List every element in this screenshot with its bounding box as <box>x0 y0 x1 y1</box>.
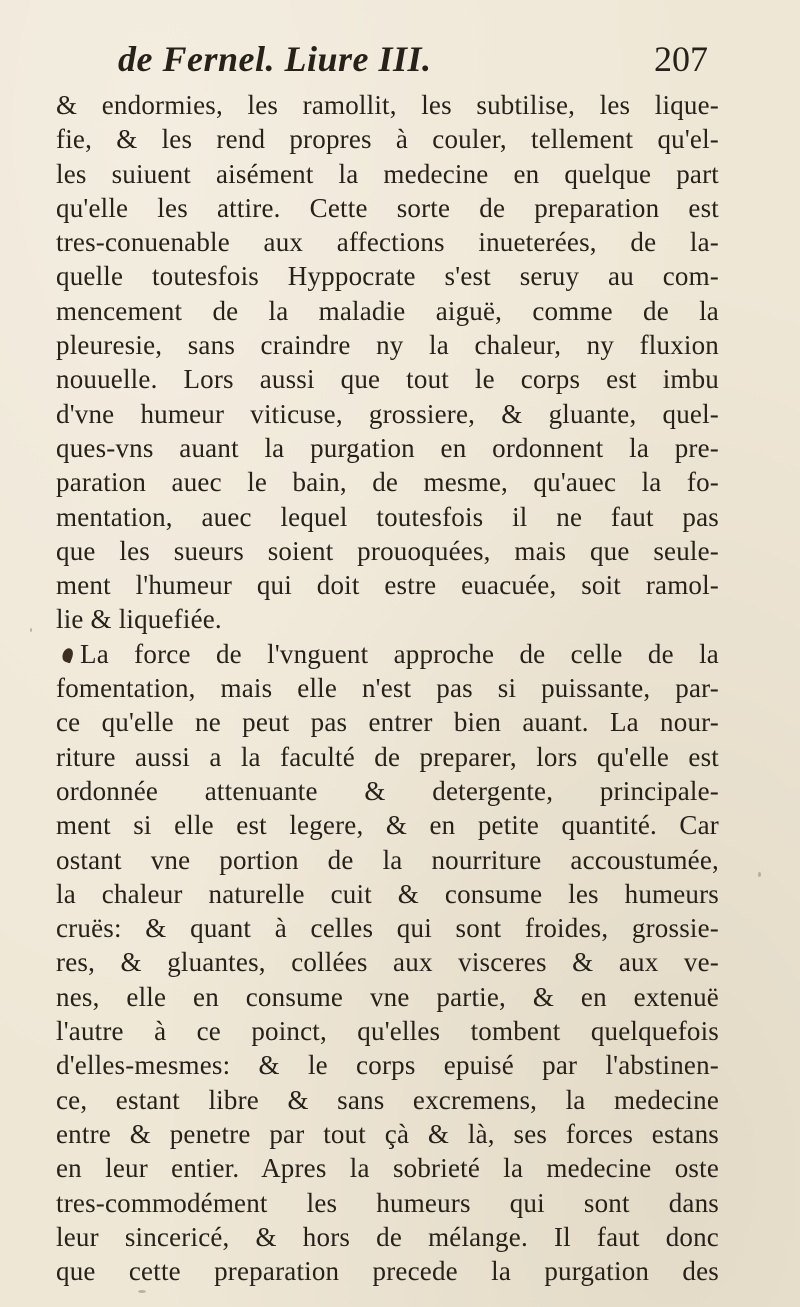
text-line: res, & gluantes, collées aux visceres & aux ve- <box>56 947 719 978</box>
text-line: qu'elle les attire. Cette sorte de preparation est <box>56 192 719 223</box>
text-line: la chaleur naturelle cuit & consume les humeurs <box>56 878 719 909</box>
text-line: ment si elle est legere, & en petite quantité. Car <box>56 810 719 841</box>
paper-speck <box>138 1290 146 1293</box>
text-line: que cette preparation precede la purgation des <box>56 1256 719 1287</box>
text-line: mencement de la maladie aiguë, comme de la <box>56 295 719 326</box>
page-number: 207 <box>654 39 708 79</box>
text-line: fie, & les rend propres à couler, tellement qu'el- <box>56 124 719 155</box>
text-line: ordonnée attenuante & detergente, principale- <box>56 775 719 806</box>
text-line: paration auec le bain, de mesme, qu'auec la fo- <box>56 467 719 498</box>
text-line: leur sincericé, & hors de mélange. Il faut donc <box>56 1221 719 1252</box>
text-line: l'autre à ce poinct, qu'elles tombent quelquefois <box>56 1016 719 1047</box>
text-line: ques-vns auant la purgation en ordonnent la pre- <box>56 432 719 463</box>
text-line: ment l'humeur qui doit estre euacuée, soit ramol- <box>56 570 719 601</box>
text-line: cruës: & quant à celles qui sont froides, grossie- <box>56 913 719 944</box>
paragraph-start-line <box>56 637 719 671</box>
text-line: en leur entier. Apres la sobrieté la medecine oste <box>56 1153 719 1184</box>
text-line: d'elles-mesmes: & le corps epuisé par l'abstinen- <box>56 1050 719 1081</box>
text-line: mentation, auec lequel toutesfois il ne faut pas <box>56 501 719 532</box>
text-line: ce, estant libre & sans excremens, la medecine <box>56 1084 719 1115</box>
paper-speck <box>30 628 32 632</box>
text-line: & endormies, les ramollit, les subtilise, les lique- <box>56 90 719 120</box>
body-text <box>56 88 719 1288</box>
text-line: quelle toutesfois Hyppocrate s'est seruy au com- <box>56 261 719 292</box>
paper-speck <box>758 872 761 877</box>
page-header <box>118 38 708 86</box>
text-line: nes, elle en consume vne partie, & en extenuë <box>56 981 719 1012</box>
text-line: que les sueurs soient prouoquées, mais que seule- <box>56 535 719 566</box>
text-line: entre & penetre par tout çà & là, ses forces estans <box>56 1118 719 1149</box>
text-line: nouuelle. Lors aussi que tout le corps est imbu <box>56 364 719 395</box>
text-line: riture aussi a la faculté de preparer, lors qu'elle est <box>56 741 719 772</box>
text-line: tres-commodément les humeurs qui sont dans <box>56 1187 719 1218</box>
text-line: tres-conuenable aux affections inueterées, de la- <box>56 227 719 258</box>
text-line: pleuresie, sans craindre ny la chaleur, ny fluxion <box>56 330 719 361</box>
text-line: les suiuent aisément la medecine en quelque part <box>56 158 719 189</box>
text-line: fomentation, mais elle n'est pas si puissante, par- <box>56 673 719 704</box>
text-line: lie & liquefiée. <box>56 604 222 635</box>
text-line: ce qu'elle ne peut pas entrer bien auant. La nour- <box>56 707 719 738</box>
text-line: d'vne humeur viticuse, grossiere, & gluante, quel- <box>56 398 719 429</box>
text-line: La force de l'vnguent approche de celle de la <box>80 638 719 669</box>
text-line: ostant vne portion de la nourriture accoustumée, <box>56 844 719 875</box>
paragraph-mark-icon <box>61 646 75 663</box>
running-title: de Fernel. Liure III. <box>118 39 432 79</box>
